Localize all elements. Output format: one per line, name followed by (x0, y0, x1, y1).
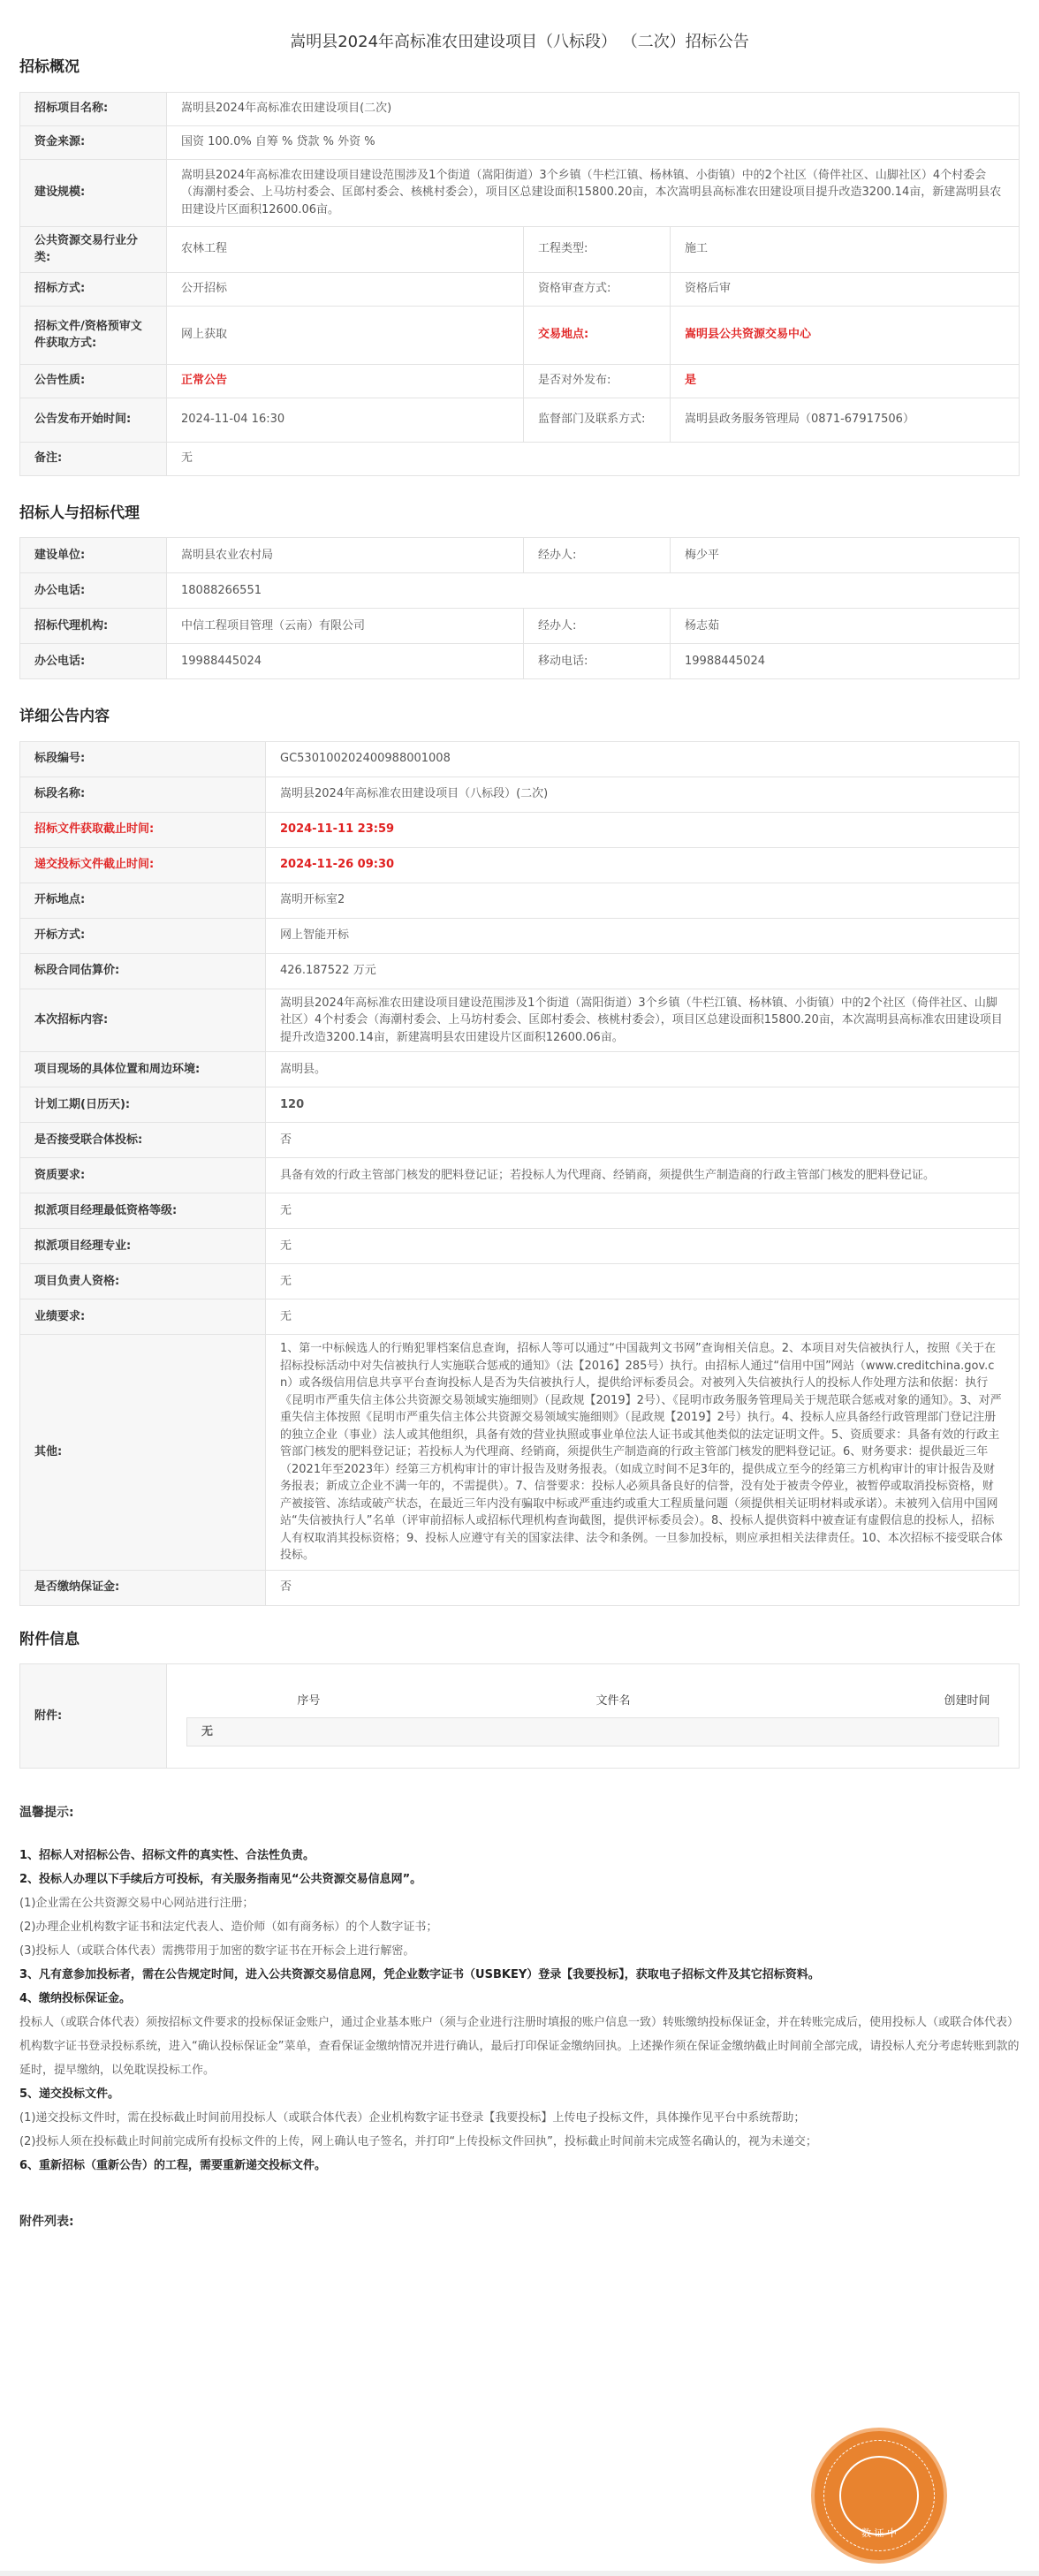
supervisor-value: 嵩明县政务服务管理局（0871-67917506） (671, 398, 1020, 442)
detail-label: 开标地点: (20, 883, 266, 918)
supervisor-label: 监督部门及联系方式: (524, 398, 671, 442)
detail-label: 业绩要求: (20, 1299, 266, 1335)
tip-line: 4、缴纳投标保证金。 (19, 1992, 132, 2005)
detail-row (20, 989, 1020, 1052)
col-index: 序号 (187, 1686, 431, 1717)
phone2-label: 办公电话: (20, 644, 167, 679)
section-title-attachments: 附件信息 (19, 1630, 80, 1648)
venue-value: 嵩明县公共资源交易中心 (671, 306, 1020, 364)
detail-label: 是否接受联合体投标: (20, 1123, 266, 1158)
detail-row (20, 741, 1020, 777)
tip-line: 3、凡有意参加投标者，需在公告规定时间，进入公共资源交易信息网，凭企业数字证书（USBKEY）登录【我要投标】，获取电子招标文件及其它招标资料。 (19, 1968, 820, 1981)
tip-line: (3)投标人（或联合体代表）需携带用于加密的数字证书在开标会上进行解密。 (19, 1944, 415, 1958)
detail-value: 无 (266, 1229, 1020, 1264)
funding-label: 资金来源: (20, 125, 167, 159)
contact2-value: 杨志茹 (671, 609, 1020, 644)
detail-value: GC5301002024009880010​08 (266, 741, 1020, 777)
publish-time-label: 公告发布开始时间: (20, 398, 167, 442)
detail-label: 标段编号: (20, 741, 266, 777)
detail-value: 2024-11-26 09:30 (266, 847, 1020, 883)
detail-row (20, 1335, 1020, 1571)
project-name-value: 嵩明县2024年高标准农田建设项目(二次) (167, 92, 1020, 125)
attachments-label: 附件: (20, 1664, 167, 1769)
detail-value: 426.187522 万元 (266, 953, 1020, 989)
detail-value: 嵩明县2024年高标准农田建设项目（八标段）(二次) (266, 777, 1020, 812)
mobile-value: 19988445024 (671, 644, 1020, 679)
detail-row (20, 1570, 1020, 1605)
doc-method-value: 网上获取 (167, 306, 524, 364)
tip-line: 5、递交投标文件。 (19, 2087, 120, 2101)
detail-label: 标段合同估算价: (20, 953, 266, 989)
bid-method-label: 招标方式: (20, 272, 167, 306)
detail-value: 网上智能开标 (266, 918, 1020, 953)
agency-label: 招标代理机构: (20, 609, 167, 644)
attachments-table (19, 1663, 1020, 1769)
owner-label: 建设单位: (20, 538, 167, 573)
venue-label: 交易地点: (524, 306, 671, 364)
detail-value: 否 (266, 1123, 1020, 1158)
nature-label: 公告性质: (20, 364, 167, 398)
detail-label: 资质要求: (20, 1158, 266, 1193)
detail-row (20, 953, 1020, 989)
detail-label: 项目现场的具体位置和周边环境: (20, 1052, 266, 1087)
detail-label: 项目负责人资格: (20, 1264, 266, 1299)
detail-row (20, 1087, 1020, 1123)
detail-row (20, 883, 1020, 918)
detail-row (20, 1264, 1020, 1299)
project-name-label: 招标项目名称: (20, 92, 167, 125)
footer-bar (0, 2571, 1039, 2576)
section-title-detail: 详细公告内容 (19, 708, 110, 725)
contact1-label: 经办人: (524, 538, 671, 573)
detail-label: 其他: (20, 1335, 266, 1571)
detail-value: 嵩明开标室2 (266, 883, 1020, 918)
detail-row (20, 1123, 1020, 1158)
detail-value: 无 (266, 1193, 1020, 1229)
contact2-label: 经办人: (524, 609, 671, 644)
detail-value: 嵩明县。 (266, 1052, 1020, 1087)
detail-row (20, 918, 1020, 953)
public-value: 是 (671, 364, 1020, 398)
scale-value: 嵩明县2024年高标准农田建设项目建设范围涉及1个街道（嵩阳街道）3个乡镇（牛栏江镇、杨林镇、小街镇）中的2个社区（倚伴社区、山脚社区）4个村委会（海潮村委会、上马坊村委会、匡郎村委会、核桃村委会），项目区总建设面积15800.20亩，本次嵩明县高标准农田建设项目提升改造3200.14亩，新建嵩明县农田建设片区面积12600.06亩。 (167, 159, 1020, 226)
attachments-empty: 无 (187, 1717, 999, 1746)
detail-value: 无 (266, 1299, 1020, 1335)
tip-line: 2、投标人办理以下手续后方可投标，有关服务指南见“公共资源交易信息网”。 (19, 1873, 422, 1886)
engineering-type-value: 施工 (671, 226, 1020, 272)
tip-line: (1)企业需在公共资源交易中心网站进行注册； (19, 1897, 254, 1910)
detail-value: 2024-11-11 23:59 (266, 812, 1020, 847)
tip-line: (2)投标人须在投标截止时间前完成所有投标文件的上传，网上确认电子签名，并打印“上传投标文件回执”，投标截止时间前未完成签名确认的，视为未递交； (19, 2135, 817, 2148)
tip-line: 投标人（或联合体代表）须按招标文件要求的投标保证金账户，通过企业基本账户（须与企业进行注册时填报的账户信息一致）转账缴纳投标保证金，并在转账完成后，使用投标人（或联合体代表）机构数字证书登录投标系统，进入“确认投标保证金”菜单，查看保证金缴纳情况并进行确认，最后打印保证金缴纳回执。上述操作须在保证金缴纳截止时间前全部完成，请投标人充分考虑转账到款的延时，提早缴纳，以免耽误投标工作。 (19, 2016, 1020, 2077)
detail-value: 否 (266, 1570, 1020, 1605)
remark-value: 无 (167, 442, 1020, 475)
detail-value: 1、第一中标候选人的行贿犯罪档案信息查询，招标人等可以通过“中国裁判文书网”查询相关信息。2、本项目对失信被执行人，按照《关于在招标投标活动中对失信被执行人实施联合惩戒的通知》（法【2016】285号）执行。由招标人通过“信用中国”网站（www.creditchina.gov.cn）或各级信用信息共享平台查询投标人是否为失信被执行人，提供给评标委员会。对被列入失信被执行人的投标人作处理方法和依据：执行《昆明市严重失信主体公共资源交易领域实施细则》（昆政规【2019】2号）、《昆明市政务服务管理局关于规范联合惩戒对象的通知》。3、对严重失信主体按照《昆明市严重失信主体公共资源交易领域实施细则》（昆政规【2019】2号）执行。4、投标人应具备经行政管理部门登记注册的独立企业（事业）法人或其他组织，具备有效的营业执照或事业单位法人证书或其他类似的法定证明文件。5、资质要求：具备有效的行政主管部门核发的肥料登记证；若投标人为代理商、经销商，须提供生产制造商的行政主管部门核发的肥料登记证。6、财务要求：提供最近三年（2021年至2023年）经第三方机构审计的审计报告及财务报表。（如成立时间不足3年的，提供成立至今的经第三方机构审计的审计报告及财务报表；新成立企业不满一年的，不需提供）。7、信誉要求：投标人必须具备良好的信誉，没有处于被责令停业，被暂停或取消投标资格，财产被接管、冻结或破产状态，在最近三年内没有骗取中标或严重违约或重大工程质量问题（须提供相关证明材料或承诺）。未被列入信用中国网站“失信被执行人”名单（评审前招标人或招标代理机构查询截图，提供评标委员会）。8、投标人提供资料中被查证有虚假信息的投标人，招标人有权取消其投标资格；9、投标人应遵守有关的国家法律、法令和条例。一旦参加投标，则应承担相关法律责任。10、本次招标不接受联合体投标。 (266, 1335, 1020, 1571)
parties-table (19, 537, 1020, 679)
seal-text: 数 证 中 (861, 2527, 897, 2539)
scale-label: 建设规模: (20, 159, 167, 226)
publish-time-value: 2024-11-04 16:30 (167, 398, 524, 442)
page-title: 嵩明县2024年高标准农田建设项目（八标段） （二次）招标公告 (290, 33, 749, 51)
col-filename: 文件名 (430, 1686, 796, 1717)
attachments-list (186, 1686, 999, 1746)
phone2-value: 19988445024 (167, 644, 524, 679)
detail-label: 招标文件获取截止时间: (20, 812, 266, 847)
tip-line: 6、重新招标（重新公告）的工程，需要重新递交投标文件。 (19, 2159, 327, 2172)
contact1-value: 梅少平 (671, 538, 1020, 573)
detail-label: 开标方式: (20, 918, 266, 953)
detail-value: 120 (266, 1087, 1020, 1123)
detail-label: 拟派项目经理专业: (20, 1229, 266, 1264)
detail-row (20, 812, 1020, 847)
public-label: 是否对外发布: (524, 364, 671, 398)
phone1-value: 18088266551 (167, 573, 1020, 609)
category-value: 农林工程 (167, 226, 524, 272)
detail-value: 无 (266, 1264, 1020, 1299)
phone1-label: 办公电话: (20, 573, 167, 609)
detail-value: 具备有效的行政主管部门核发的肥料登记证；若投标人为代理商、经销商，须提供生产制造商的行政主管部门核发的肥料登记证。 (266, 1158, 1020, 1193)
engineering-type-label: 工程类型: (524, 226, 671, 272)
detail-row (20, 1052, 1020, 1087)
tips-block (19, 1804, 1020, 2231)
qualification-value: 资格后审 (671, 272, 1020, 306)
detail-row (20, 1299, 1020, 1335)
tip-line: (1)递交投标文件时，需在投标截止时间前用投标人（或联合体代表）企业机构数字证书登录【我要投标】上传电子投标文件，具体操作见平台中系统帮助； (19, 2111, 806, 2125)
detail-label: 计划工期(日历天): (20, 1087, 266, 1123)
attachments-container (167, 1664, 1020, 1769)
category-label: 公共资源交易行业分类: (20, 226, 167, 272)
detail-label: 递交投标文件截止时间: (20, 847, 266, 883)
detail-table (19, 741, 1020, 1606)
overview-table (19, 92, 1020, 476)
detail-label: 标段名称: (20, 777, 266, 812)
detail-label: 本次招标内容: (20, 989, 266, 1052)
seal-logo (839, 2456, 919, 2535)
tip-line: 1、招标人对招标公告、招标文件的真实性、合法性负责。 (19, 1849, 315, 1862)
section-title-parties: 招标人与招标代理 (19, 504, 140, 522)
bid-method-value: 公开招标 (167, 272, 524, 306)
funding-value: 国资 100.0% 自筹 % 贷款 % 外资 % (167, 125, 1020, 159)
remark-label: 备注: (20, 442, 167, 475)
tips-title: 温馨提示: (19, 1806, 74, 1820)
trust-seal-icon (811, 2428, 947, 2564)
section-title-overview: 招标概况 (19, 58, 80, 76)
attach-list-title: 附件列表: (19, 2215, 74, 2229)
nature-value: 正常公告 (167, 364, 524, 398)
col-created: 创建时间 (796, 1686, 999, 1717)
tip-line: (2)办理企业机构数字证书和法定代表人、造价师（如有商务标）的个人数字证书； (19, 1921, 438, 1934)
detail-row (20, 847, 1020, 883)
owner-value: 嵩明县农业农村局 (167, 538, 524, 573)
agency-value: 中信工程项目管理（云南）有限公司 (167, 609, 524, 644)
detail-row (20, 1158, 1020, 1193)
detail-row (20, 1229, 1020, 1264)
detail-row (20, 1193, 1020, 1229)
detail-label: 是否缴纳保证金: (20, 1570, 266, 1605)
detail-value: 嵩明县2024年高标准农田建设项目建设范围涉及1个街道（嵩阳街道）3个乡镇（牛栏江镇、杨林镇、小街镇）中的2个社区（倚伴社区、山脚社区）4个村委会（海潮村委会、上马坊村委会、匡郎村委会、核桃村委会），项目区总建设面积15800.20亩，本次嵩明县高标准农田建设项目提升改造3200.14亩，新建嵩明县农田建设片区面积12600.06亩。 (266, 989, 1020, 1052)
detail-row (20, 777, 1020, 812)
qualification-label: 资格审查方式: (524, 272, 671, 306)
mobile-label: 移动电话: (524, 644, 671, 679)
detail-label: 拟派项目经理最低资格等级: (20, 1193, 266, 1229)
doc-method-label: 招标文件/资格预审文件获取方式: (20, 306, 167, 364)
